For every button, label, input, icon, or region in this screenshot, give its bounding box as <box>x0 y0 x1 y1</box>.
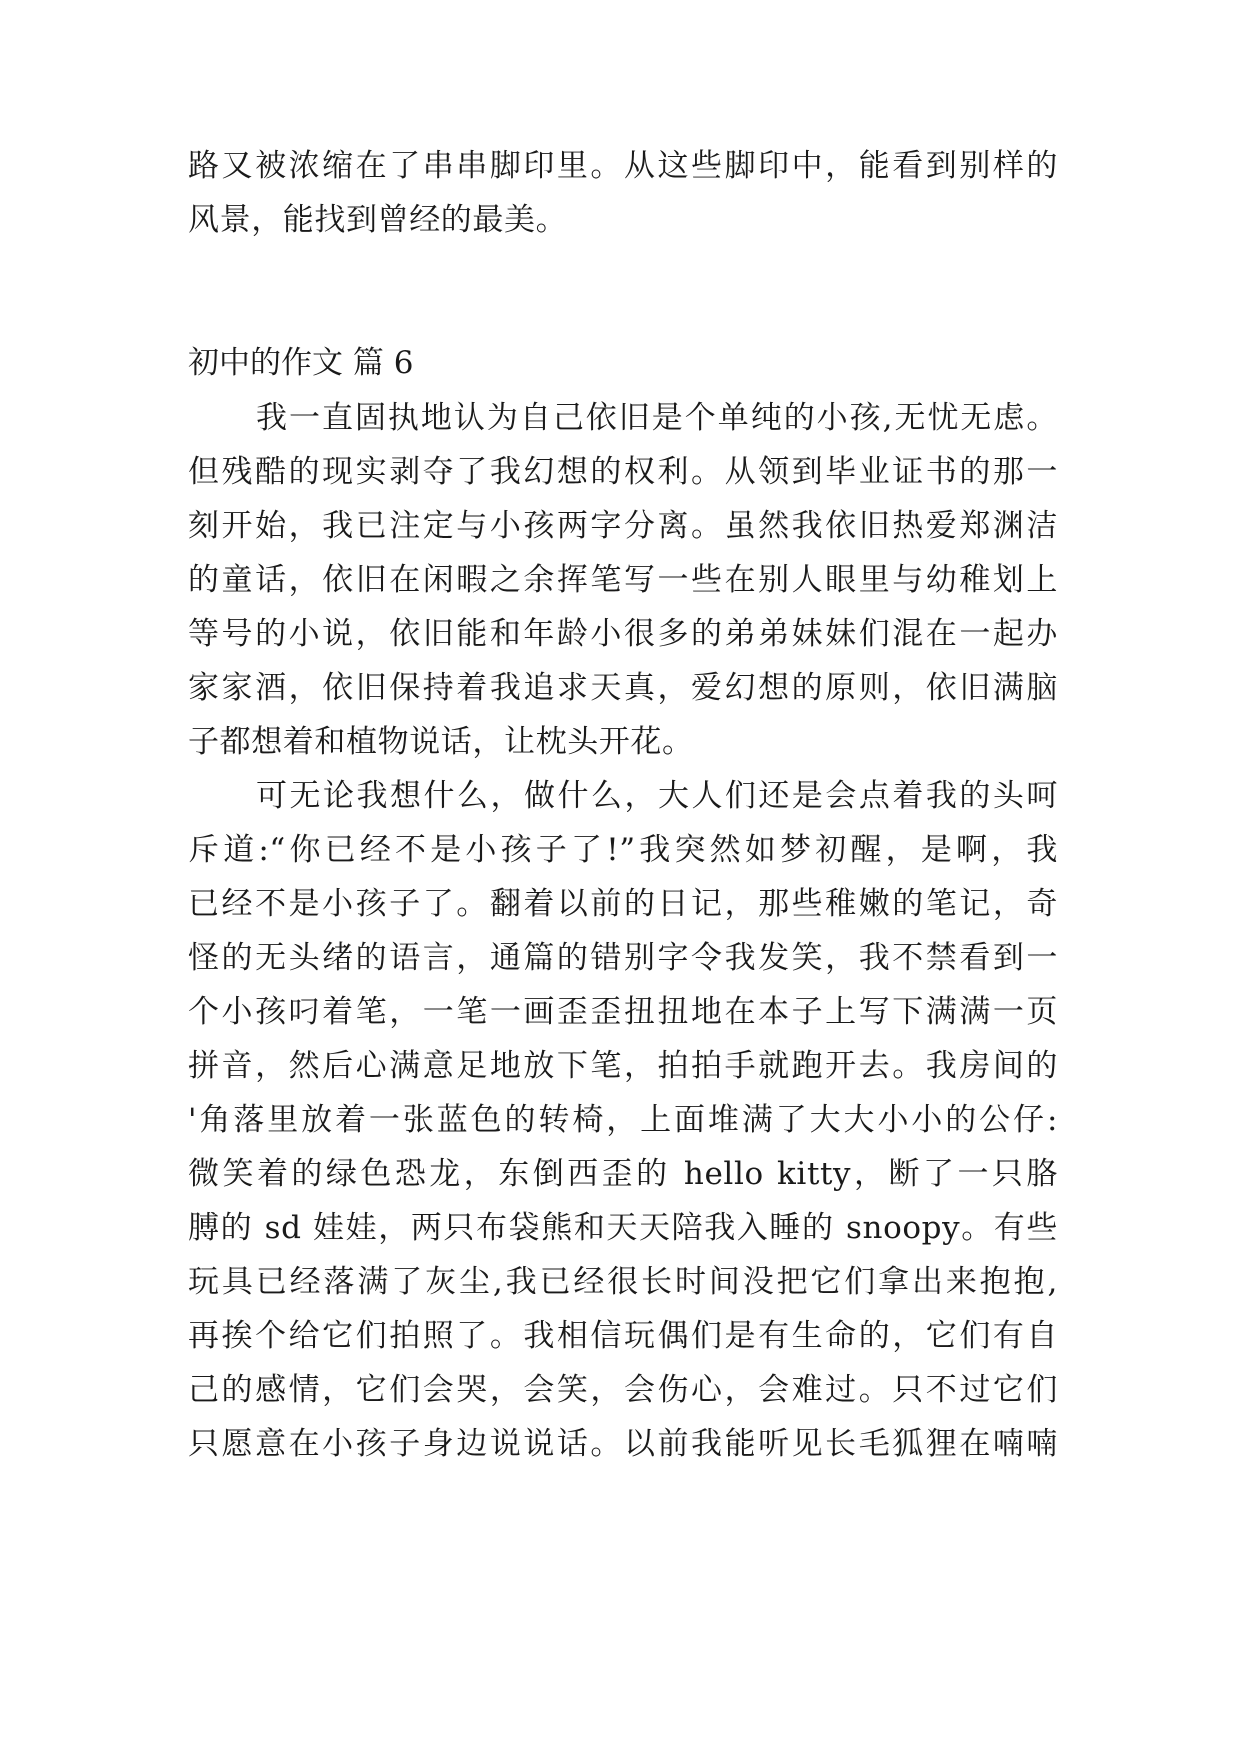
text-line: 风景，能找到曾经的最美。 <box>188 202 568 238</box>
text-line: 怪的无头绪的语言，通篇的错别字令我发笑，我不禁看到一 <box>188 940 1058 976</box>
section-heading: 初中的作文 篇 6 <box>188 345 414 381</box>
text-line: 再挨个给它们拍照了。我相信玩偶们是有生命的，它们有自 <box>188 1318 1058 1354</box>
text-line: 膊的 sd 娃娃，两只布袋熊和天天陪我入睡的 snoopy。有些 <box>188 1210 1058 1246</box>
text-line: 的童话，依旧在闲暇之余挥笔写一些在别人眼里与幼稚划上 <box>188 562 1058 598</box>
text-line: 刻开始，我已注定与小孩两字分离。虽然我依旧热爱郑渊洁 <box>188 508 1058 544</box>
text-line: 已经不是小孩子了。翻着以前的日记，那些稚嫩的笔记，奇 <box>188 886 1058 922</box>
text-line: '角落里放着一张蓝色的转椅，上面堆满了大大小小的公仔: <box>188 1102 1058 1138</box>
text-line: 子都想着和植物说话，让枕头开花。 <box>188 724 694 760</box>
text-line: 路又被浓缩在了串串脚印里。从这些脚印中，能看到别样的 <box>188 148 1058 184</box>
text-line: 微笑着的绿色恐龙，东倒西歪的 hello kitty，断了一只胳 <box>188 1156 1058 1192</box>
text-line: 个小孩叼着笔，一笔一画歪歪扭扭地在本子上写下满满一页 <box>188 994 1058 1030</box>
text-line: 己的感情，它们会哭，会笑，会伤心，会难过。只不过它们 <box>188 1372 1058 1408</box>
text-line: 玩具已经落满了灰尘,我已经很长时间没把它们拿出来抱抱, <box>188 1264 1058 1300</box>
text-line: 等号的小说，依旧能和年龄小很多的弟弟妹妹们混在一起办 <box>188 616 1058 652</box>
text-line: 可无论我想什么，做什么，大人们还是会点着我的头呵 <box>256 778 1058 814</box>
text-line: 拼音，然后心满意足地放下笔，拍拍手就跑开去。我房间的 <box>188 1048 1058 1084</box>
text-line: 家家酒，依旧保持着我追求天真，爱幻想的原则，依旧满脑 <box>188 670 1058 706</box>
text-line: 只愿意在小孩子身边说说话。以前我能听见长毛狐狸在喃喃 <box>188 1426 1058 1462</box>
text-line: 斥道:“你已经不是小孩子了!”我突然如梦初醒，是啊，我 <box>188 832 1058 868</box>
text-line: 但残酷的现实剥夺了我幻想的权利。从领到毕业证书的那一 <box>188 454 1058 490</box>
text-line: 我一直固执地认为自己依旧是个单纯的小孩,无忧无虑。 <box>256 400 1058 436</box>
